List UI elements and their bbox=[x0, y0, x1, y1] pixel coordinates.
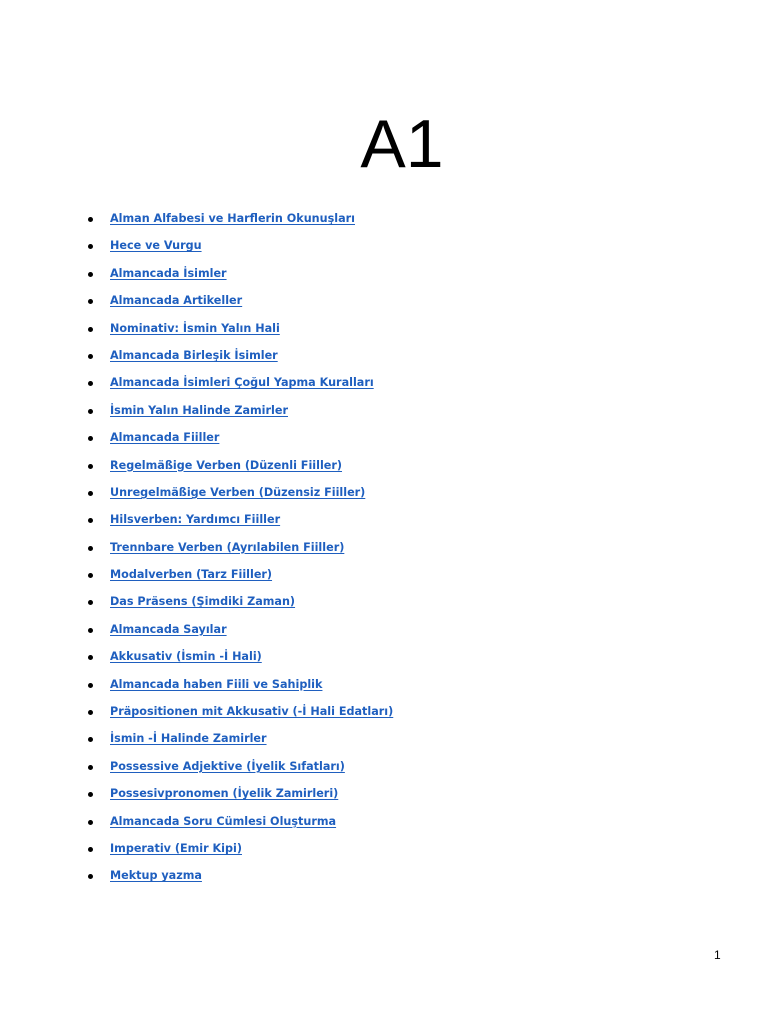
bullet-icon bbox=[88, 299, 93, 304]
bullet-icon bbox=[88, 272, 93, 277]
bullet-icon bbox=[88, 327, 93, 332]
bullet-icon bbox=[88, 600, 93, 605]
topic-link[interactable]: Almancada Sayılar bbox=[110, 622, 227, 636]
bullet-icon bbox=[88, 847, 93, 852]
topic-link[interactable]: Das Präsens (Şimdiki Zaman) bbox=[110, 595, 296, 609]
bullet-icon bbox=[88, 573, 93, 578]
topic-link[interactable]: Almancada İsimler bbox=[110, 266, 227, 280]
topic-link[interactable]: Nominativ: İsmin Yalın Hali bbox=[110, 321, 280, 335]
topic-link[interactable]: İsmin -İ Halinde Zamirler bbox=[110, 732, 267, 746]
bullet-icon bbox=[88, 683, 93, 688]
topic-link[interactable]: Almancada Birleşik İsimler bbox=[110, 348, 278, 362]
topic-link[interactable]: Präpositionen mit Akkusativ (-İ Hali Edatları) bbox=[110, 705, 394, 719]
topic-link[interactable]: Unregelmäßige Verben (Düzensiz Fiiller) bbox=[110, 485, 366, 499]
topic-link[interactable]: Alman Alfabesi ve Harflerin Okunuşları bbox=[110, 212, 355, 225]
topic-link[interactable]: Mektup yazma bbox=[110, 869, 202, 883]
topic-link[interactable]: Possesivpronomen (İyelik Zamirleri) bbox=[110, 787, 339, 801]
topic-link[interactable]: Trennbare Verben (Ayrılabilen Fiiller) bbox=[110, 540, 345, 554]
topic-link[interactable]: Almancada Artikeller bbox=[110, 294, 243, 308]
bullet-icon bbox=[88, 381, 93, 386]
topic-link[interactable]: İsmin Yalın Halinde Zamirler bbox=[110, 403, 288, 417]
bullet-icon bbox=[88, 820, 93, 825]
bullet-icon bbox=[88, 792, 93, 797]
bullet-icon bbox=[88, 710, 93, 715]
bullet-icon bbox=[88, 354, 93, 359]
bullet-icon bbox=[88, 874, 93, 879]
bullet-icon bbox=[88, 244, 93, 249]
topic-link[interactable]: Imperativ (Emir Kipi) bbox=[110, 841, 242, 855]
topic-link[interactable]: Almancada Soru Cümlesi Oluşturma bbox=[110, 814, 337, 828]
bullet-icon bbox=[88, 655, 93, 660]
bullet-icon bbox=[88, 628, 93, 633]
topic-link[interactable]: Regelmäßige Verben (Düzenli Fiiller) bbox=[110, 458, 343, 472]
bullet-icon bbox=[88, 464, 93, 469]
topic-link[interactable]: Akkusativ (İsmin -İ Hali) bbox=[110, 650, 262, 664]
topic-link[interactable]: Hilsverben: Yardımcı Fiiller bbox=[110, 513, 281, 527]
page-title: A1 bbox=[360, 106, 444, 182]
bullet-icon bbox=[88, 436, 93, 441]
bullet-icon bbox=[88, 217, 93, 222]
topic-link[interactable]: Modalverben (Tarz Fiiller) bbox=[110, 568, 273, 582]
bullet-icon bbox=[88, 737, 93, 742]
topic-link[interactable]: Almancada İsimleri Çoğul Yapma Kuralları bbox=[110, 376, 374, 390]
topic-link[interactable]: Hece ve Vurgu bbox=[110, 239, 202, 253]
bullet-icon bbox=[88, 765, 93, 770]
bullet-icon bbox=[88, 518, 93, 523]
topic-link[interactable]: Almancada haben Fiili ve Sahiplik bbox=[110, 677, 323, 691]
bullet-icon bbox=[88, 546, 93, 551]
bullet-icon bbox=[88, 491, 93, 496]
bullet-icon bbox=[88, 409, 93, 414]
topic-link[interactable]: Possessive Adjektive (İyelik Sıfatları) bbox=[110, 759, 345, 773]
topic-link[interactable]: Almancada Fiiller bbox=[110, 431, 220, 445]
page-number: 1 bbox=[714, 948, 721, 962]
